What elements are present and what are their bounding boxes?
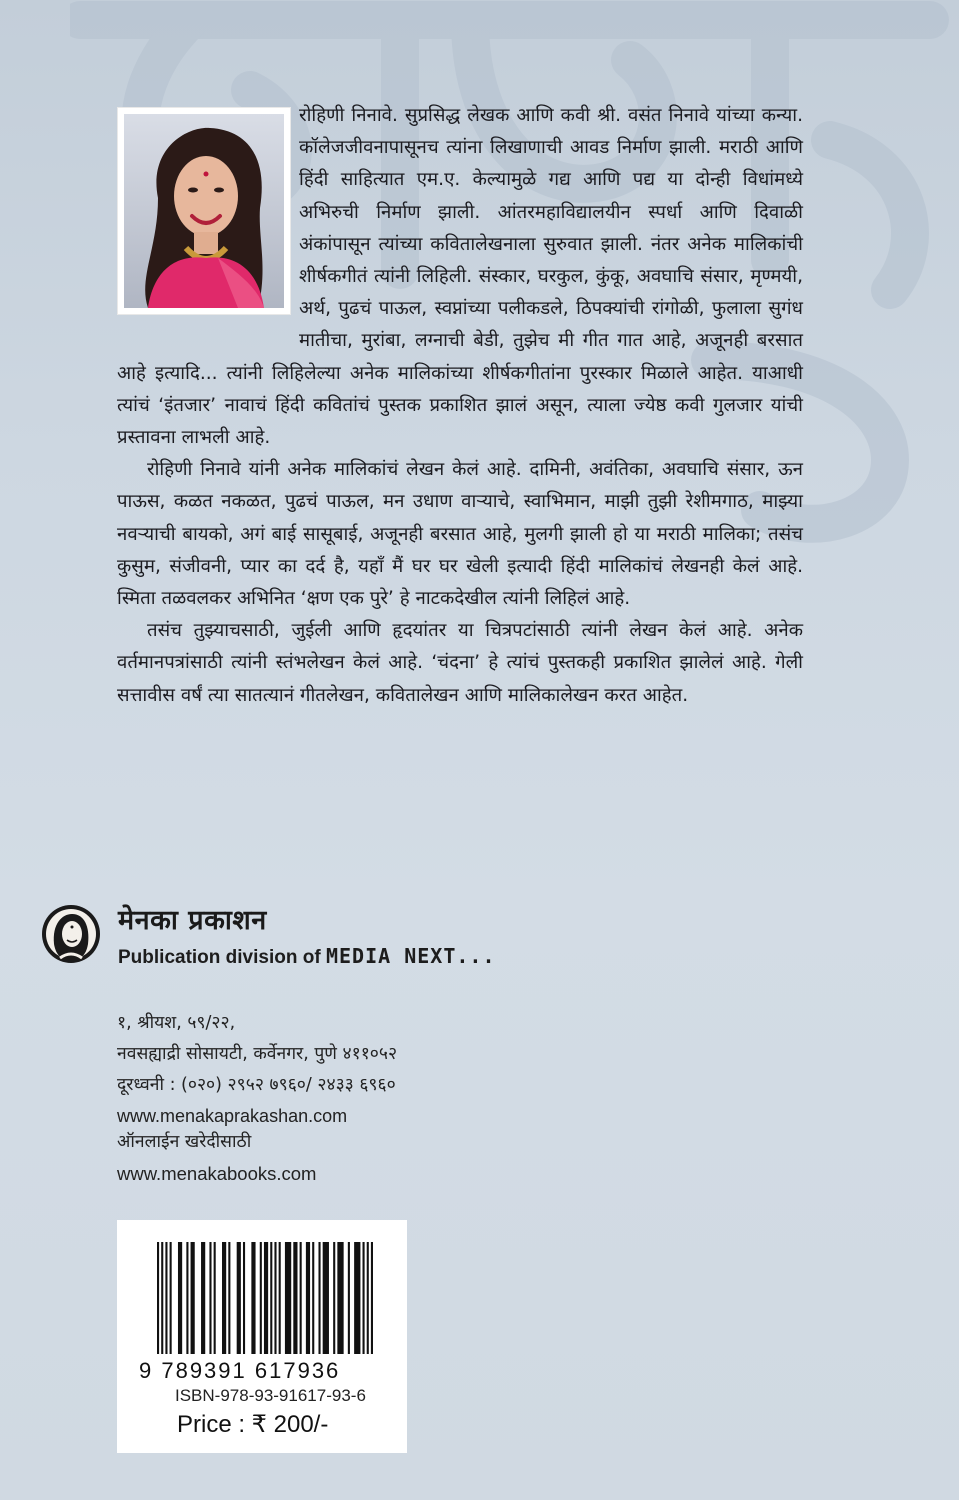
barcode-bar — [191, 1242, 195, 1354]
barcode-bar — [371, 1242, 373, 1354]
online-purchase — [117, 1127, 316, 1189]
barcode-bar — [209, 1242, 211, 1354]
barcode-bar — [293, 1242, 297, 1354]
publisher-logo-icon — [40, 900, 102, 968]
barcode-bar — [222, 1242, 226, 1354]
barcode-bar — [279, 1242, 281, 1354]
publisher-division — [118, 944, 496, 969]
barcode-bar — [161, 1242, 163, 1354]
barcode-bar — [170, 1242, 172, 1354]
phone-line: दूरध्वनी : (०२०) २९५२ ७९६०/ २४३३ ६९६० — [117, 1075, 396, 1095]
barcode-bar — [348, 1242, 350, 1354]
publisher-block — [40, 900, 640, 990]
barcode-bar — [306, 1242, 310, 1354]
barcode-bar — [260, 1242, 262, 1354]
barcode-bar — [165, 1242, 167, 1354]
barcode-bar — [274, 1242, 276, 1354]
bio-paragraph-1: रोहिणी निनावे. सुप्रसिद्ध लेखक आणि कवी श्री. वसंत निनावे यांच्या कन्या. कॉलेजजीवनापासूनच त्यांना लिखाणाची आवड निर्माण झाली. मराठी आणि हिंदी साहित्यात एम.ए. केल्यामुळे गद्य आणि पद्य या दोन्ही विधांमध्ये अभिरुची निर्माण झाली. आंतरमहाविद्यालयीन स्पर्धा आणि दिवाळी अंकांपासून त्यांच्या कवितालेखनाला सुरुवात झाली. नंतर अनेक मालिकांची शीर्षकगीतं त्यांनी लिहिली. संस्कार, घरकुल, कुंकू, अवघाचि संसार, मृण्मयी, अर्थ, पुढचं पाऊल, स्वप्नांच्या पलीकडले, ठिपक्यांची रांगोळी, फुलाला सुगंध मातीचा, मुरांबा, लग्नाची बेडी, तुझेच मी गीत गात आहे, अजूनही बरसात आहे इत्यादि... त्यांनी लिहिलेल्या अनेक मालिकांच्या शीर्षकगीतांना पुरस्कार मिळाले आहेत. याआधी त्यांचं ‘इंतजार’ नावाचं हिंदी कवितांचं पुस्तक प्रकाशित झालं असून, त्याला ज्येष्ठ कवी गुलजार यांची प्रस्तावना लाभली आहे. — [117, 105, 803, 449]
barcode-bar — [270, 1242, 272, 1354]
isbn-text: ISBN-978-93-91617-93-6 — [175, 1386, 366, 1405]
barcode-bar — [186, 1242, 188, 1354]
publisher-name: मेनका प्रकाशन — [118, 905, 267, 936]
online-purchase-label: ऑनलाईन खरेदीसाठी — [117, 1132, 252, 1152]
barcode-bar — [354, 1242, 360, 1354]
barcode-bar — [363, 1242, 365, 1354]
barcode-bar — [312, 1242, 314, 1354]
author-bio — [117, 100, 803, 712]
barcode-bars — [157, 1242, 373, 1358]
barcode-bar — [318, 1242, 320, 1354]
barcode-bar — [264, 1242, 268, 1354]
online-store-link[interactable]: www.menakabooks.com — [117, 1163, 317, 1184]
barcode-bar — [214, 1242, 216, 1354]
price-text: Price : ₹ 200/- — [177, 1411, 329, 1438]
address-line-2: नवसह्याद्री सोसायटी, कर्वेनगर, पुणे ४११०५२ — [117, 1044, 398, 1064]
barcode-number: 9 789391 617936 — [139, 1358, 341, 1383]
division-prefix: Publication division of — [118, 947, 326, 968]
address-line-1: १, श्रीयश, ५९/२२, — [117, 1013, 236, 1033]
barcode-bar — [178, 1242, 182, 1354]
barcode-bar — [251, 1242, 255, 1354]
barcode-box — [117, 1220, 407, 1453]
barcode-bar — [323, 1242, 329, 1354]
barcode-bar — [243, 1242, 245, 1354]
publisher-address — [117, 1008, 397, 1132]
barcode-bar — [337, 1242, 343, 1354]
bio-paragraph-2: रोहिणी निनावे यांनी अनेक मालिकांचं लेखन केलं आहे. दामिनी, अवंतिका, अवघाचि संसार, ऊन पाऊस, कळत नकळत, पुढचं पाऊल, मन उधाण वाऱ्याचे, स्वाभिमान, माझी तुझी रेशीमगाठ, माझ्या नवऱ्याची बायको, अगं बाई सासूबाई, अजूनही बरसात आहे, मुलगी झाली हो या मराठी मालिका; तसंच कुसुम, संजीवनी, प्यार का दर्द है, यहाँ मैं घर घर खेली इत्यादी हिंदी मालिकांचं लेखनही केलं आहे. स्मिता तळवलकर अभिनित ‘क्षण एक पुरे’ हे नाटकदेखील त्यांनी लिहिलं आहे. — [117, 459, 803, 610]
photo-wrap-space — [117, 100, 299, 348]
bio-paragraph-3: तसंच तुझ्याचसाठी, जुईली आणि हृदयांतर या चित्रपटांसाठी त्यांनी लेखन केलं आहे. अनेक वर्तमानपत्रांसाठी त्यांनी स्तंभलेखन केलं आहे. ‘चंदना’ हे त्यांचं पुस्तकही प्रकाशित झालेलं आहे. गेली सत्तावीस वर्षं त्या सातत्यानं गीतलेखन, कवितालेखन आणि मालिकालेखन करत आहेत. — [117, 620, 803, 706]
publisher-website-link[interactable]: www.menakaprakashan.com — [117, 1106, 348, 1126]
barcode-bar — [157, 1242, 159, 1354]
barcode-bar — [367, 1242, 369, 1354]
barcode-bar — [237, 1242, 241, 1354]
barcode-bar — [333, 1242, 335, 1354]
barcode-bar — [228, 1242, 230, 1354]
barcode-bar — [201, 1242, 205, 1354]
barcode-bar — [285, 1242, 291, 1354]
barcode-bar — [300, 1242, 302, 1354]
division-brand: MEDIA NEXT... — [325, 944, 496, 968]
